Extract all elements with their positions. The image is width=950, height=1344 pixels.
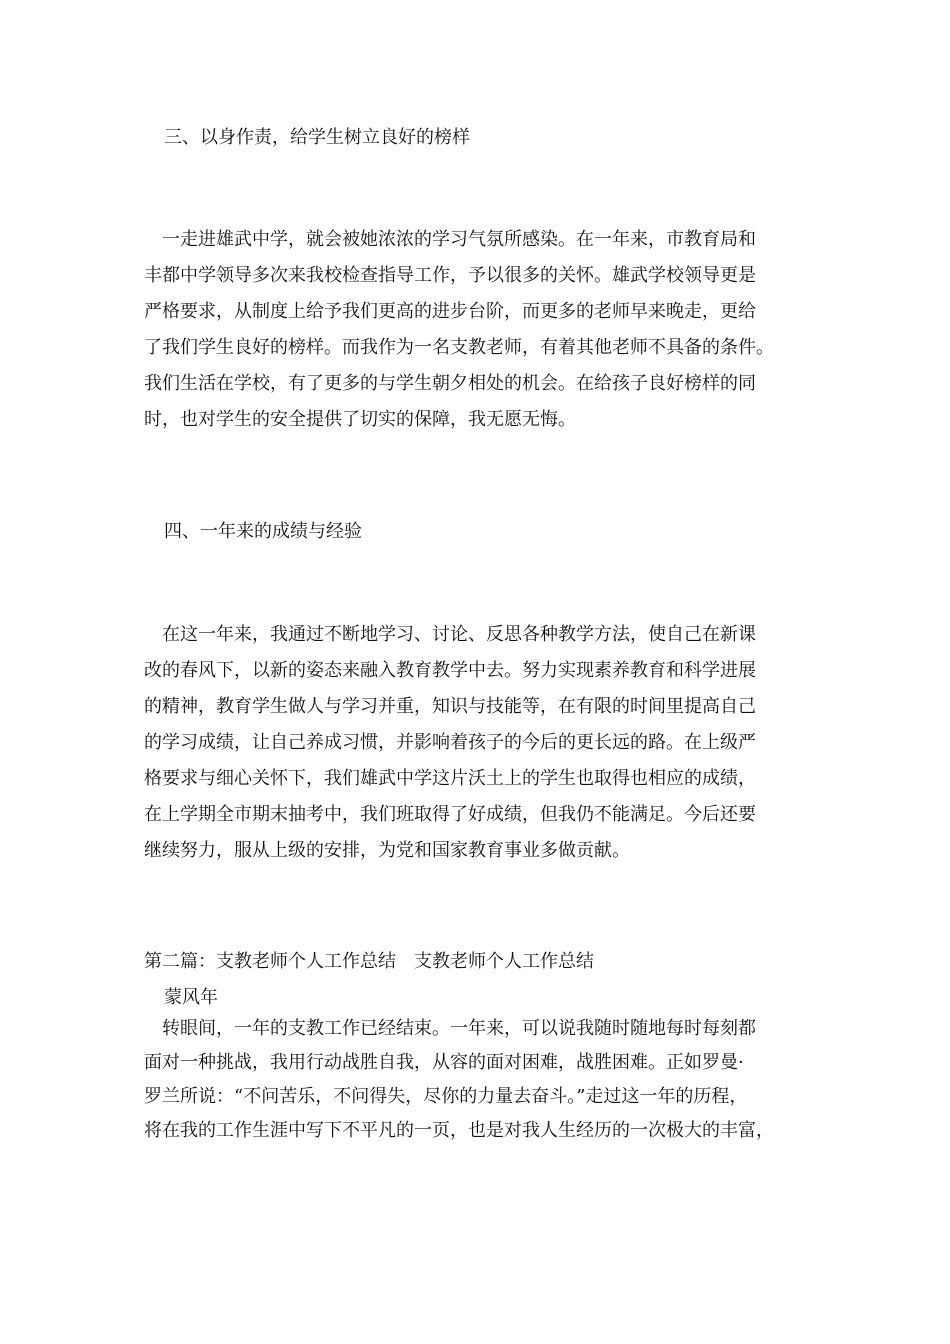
paragraph-line: 了我们学生良好的榜样。而我作为一名支教老师，有着其他老师不具备的条件。 [144, 337, 774, 358]
paragraph-line: 继续努力，服从上级的安排，为党和国家教育事业多做贡献。 [144, 840, 630, 861]
paragraph-achievements [144, 617, 814, 869]
paragraph-line: 丰都中学领导多次来我校检查指导工作，予以很多的关怀。雄武学校领导更是 [144, 265, 756, 286]
paragraph-line: 的学习成绩，让自己养成习惯，并影响着孩子的今后的更长远的路。在上级严 [144, 732, 756, 753]
paragraph-line: 转眼间，一年的支教工作已经结束。一年来，可以说我随时随地每时每刻都 [144, 1018, 756, 1039]
author-name: 蒙风年 [164, 987, 218, 1008]
paragraph-line: 面对一种挑战，我用行动战胜自我，从容的面对困难，战胜困难。正如罗曼· [144, 1052, 744, 1073]
section-heading-3: 三、以身作责，给学生树立良好的榜样 [164, 127, 470, 148]
paragraph-line: 时，也对学生的安全提供了切实的保障，我无愿无悔。 [144, 409, 576, 430]
paragraph-line: 严格要求，从制度上给予我们更高的进步台阶，而更多的老师早来晚走，更给 [144, 301, 756, 322]
paragraph-line: 的精神，教育学生做人与学习并重，知识与技能等，在有限的时间里提高自己 [144, 696, 756, 717]
section-title: 第二篇：支教老师个人工作总结 支教老师个人工作总结 [144, 951, 594, 972]
paragraph-line: 在这一年来，我通过不断地学习、讨论、反思各种教学方法，使自己在新课 [144, 624, 756, 645]
paragraph-summary [144, 1012, 814, 1148]
paragraph-line: 将在我的工作生涯中写下不平凡的一页，也是对我人生经历的一次极大的丰富， [144, 1120, 774, 1141]
paragraph-line: 我们生活在学校，有了更多的与学生朝夕相处的机会。在给孩子良好榜样的同 [144, 373, 756, 394]
paragraph-line: 改的春风下，以新的姿态来融入教育教学中去。努力实现素养教育和科学进展 [144, 660, 756, 681]
paragraph-line: 一走进雄武中学，就会被她浓浓的学习气氛所感染。在一年来，市教育局和 [144, 229, 756, 250]
paragraph-line: 格要求与细心关怀下，我们雄武中学这片沃土上的学生也取得也相应的成绩， [144, 768, 756, 789]
paragraph-line: 罗兰所说：“不问苦乐，不问得失，尽你的力量去奋斗。”走过这一年的历程， [144, 1086, 748, 1107]
section-heading-4: 四、一年来的成绩与经验 [164, 521, 362, 542]
paragraph-role-model [144, 222, 814, 438]
paragraph-line: 在上学期全市期末抽考中，我们班取得了好成绩，但我仍不能满足。今后还要 [144, 804, 756, 825]
